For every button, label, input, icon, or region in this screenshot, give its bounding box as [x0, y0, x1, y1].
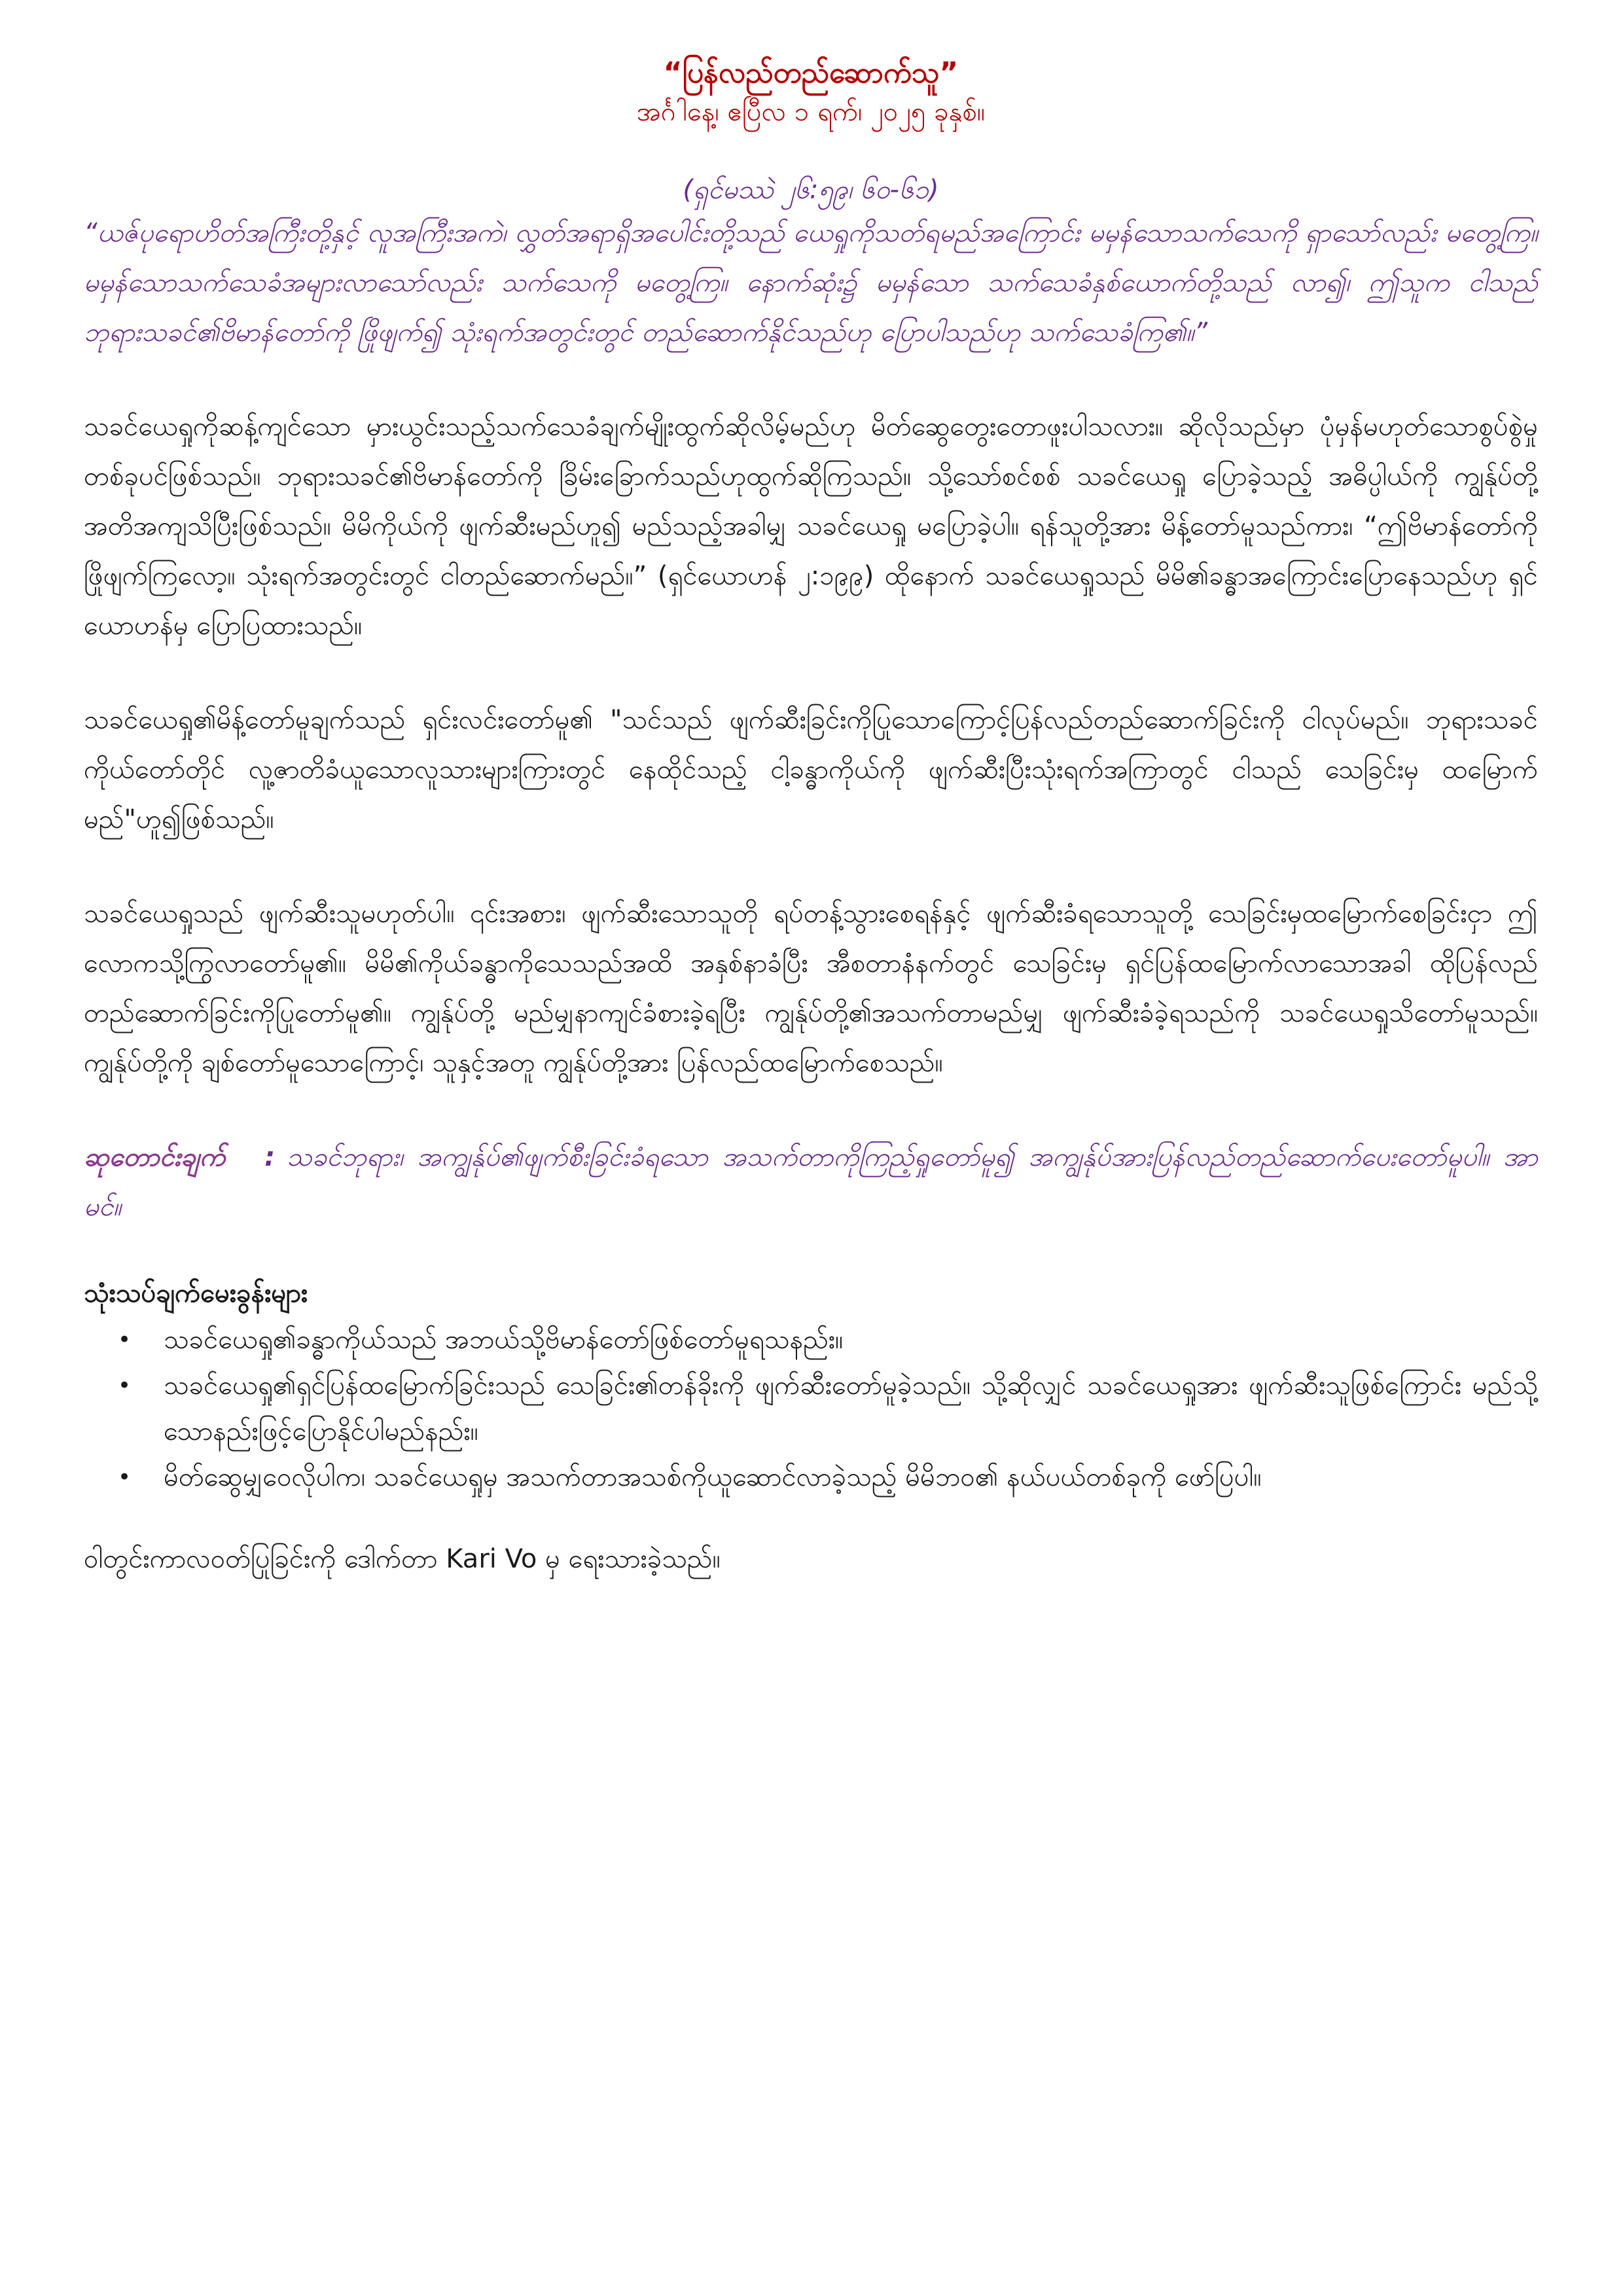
- prayer-colon: :: [264, 1142, 276, 1172]
- list-item: [84, 1317, 1538, 1363]
- questions-heading: သုံးသပ်ချက်မေးခွန်းများ: [84, 1278, 308, 1308]
- bullet-icon: •: [118, 1372, 132, 1399]
- list-item: [84, 1454, 1538, 1500]
- scripture-reference: (ရှင်မဿဲ ၂၆:၅၉၊ ၆၀-၆၁): [683, 175, 939, 205]
- scripture-text: “ယဇ်ပုရောဟိတ်အကြီးတို့နှင့် လူအကြီးအကဲ၊ လွှတ်အရာရှိအပေါင်းတို့သည် ယေရှုကိုသတ်ရမည်အကြောင်း မမှန်သောသက်သေကို ရှာသော်လည်း မတွေ့ကြ။ မမှန်သောသက်သေခံအများလာသော်လည်း သက်သေကို မတွေ့ကြ။ နောက်ဆုံး၌ မမှန်သော သက်သေခံနှစ်ယောက်တို့သည် လာ၍၊ ဤသူက ငါသည် ဘုရားသခင်၏ဗိမာန်တော်ကို ဖြိုဖျက်၍ သုံးရက်အတွင်းတွင် တည်ဆောက်နိုင်သည်ဟု ပြောပါသည်ဟု သက်သေခံကြ၏။”: [84, 218, 1538, 348]
- page-title: “ပြန်လည်တည်ဆောက်သူ”: [663, 56, 959, 90]
- body-paragraph-3: သခင်ယေရှုသည် ဖျက်ဆီးသူမဟုတ်ပါ။ ၎င်းအစား၊ ဖျက်ဆီးသောသူတို ရပ်တန့်သွားစေရန်နှင့် ဖျက်ဆီးခံရသောသူတို့ သေခြင်းမှထမြောက်စေခြင်းငှာ ဤလောကသို့ကြွလာတော်မူ၏။ မိမိ၏ကိုယ်ခန္ဓာကိုသေသည်အထိ အနှစ်နာခံပြီး အီစတာနံနက်တွင် သေခြင်းမှ ရှင်ပြန်ထမြောက်လာသောအခါ ထိုပြန်လည်တည်ဆောက်ခြင်းကိုပြုတော်မူ၏။ ကျွန်ုပ်တို့ မည်မျှနာကျင်ခံစားခဲ့ရပြီး ကျွန်ုပ်တို့၏အသက်တာမည်မျှ ဖျက်ဆီးခံခဲ့ရသည်ကို သခင်ယေရှုသိတော်မူသည်။ ကျွန်ုပ်တို့ကို ချစ်တော်မူသောကြောင့်၊ သူနှင့်အတူ ကျွန်ုပ်တို့အား ပြန်လည်ထမြောက်စေသည်။: [84, 899, 1538, 1078]
- question-text: သခင်ယေရှု၏ရှင်ပြန်ထမြောက်ခြင်းသည် သေခြင်း၏တန်ခိုးကို ဖျက်ဆီးတော်မူခဲ့သည်။ သို့ဆိုလျှင် သခင်ယေရှုအား ဖျက်ဆီးသူဖြစ်ကြောင်း မည်သို့သောနည်းဖြင့်ပြောနိုင်ပါမည်နည်း။: [164, 1371, 1538, 1446]
- prayer-label: ဆုတောင်းချက်: [84, 1142, 226, 1172]
- bullet-icon: •: [118, 1464, 132, 1490]
- bullet-icon: •: [118, 1327, 132, 1353]
- prayer-block: [84, 1132, 1538, 1232]
- questions-list: [84, 1317, 1538, 1500]
- body-paragraph-1: သခင်ယေရှုကိုဆန့်ကျင်သော မှားယွင်းသည့်သက်သေခံချက်မျိုးထွက်ဆိုလိမ့်မည်ဟု မိတ်ဆွေတွေးတောဖူးပါသလား။ ဆိုလိုသည်မှာ ပုံမှန်မဟုတ်သောစွပ်စွဲမှုတစ်ခုပင်ဖြစ်သည်။ ဘုရားသခင်၏ဗိမာန်တော်ကို ခြိမ်းခြောက်သည်ဟုထွက်ဆိုကြသည်။ သို့သော်စင်စစ် သခင်ယေရှု ပြောခဲ့သည့် အဓိပ္ပါယ်ကို ကျွန်ုပ်တို့အတိအကျသိပြီးဖြစ်သည်။ မိမိကိုယ်ကို ဖျက်ဆီးမည်ဟူ၍ မည်သည့်အခါမျှ သခင်ယေရှု မပြောခဲ့ပါ။ ရန်သူတို့အား မိန့်တော်မူသည်ကား၊ “ဤဗိမာန်တော်ကို ဖြိုဖျက်ကြလော့။ သုံးရက်အတွင်းတွင် ငါတည်ဆောက်မည်။” (ရှင်ယောဟန် ၂:၁၉၉) ထိုနောက် သခင်ယေရှုသည် မိမိ၏ခန္ဓာအကြောင်းပြောနေသည်ဟု ရှင်ယောဟန်မှ ပြောပြထားသည်။: [84, 412, 1538, 641]
- page-date: အင်္ဂါနေ့၊ ဧပြီလ ၁ ရက်၊ ၂၀၂၅ ခုနှစ်။: [637, 97, 985, 127]
- question-text: မိတ်ဆွေမျှဝေလိုပါက၊ သခင်ယေရှုမှ အသက်တာအသစ်ကိုယူဆောင်လာခဲ့သည့် မိမိဘဝ၏ နယ်ပယ်တစ်ခုကို ဖော်ပြပါ။: [164, 1462, 1262, 1492]
- author-credit: ဝါတွင်းကာလဝတ်ပြုခြင်းကို ဒေါက်တာ Kari Vo မှ ရေးသားခဲ့သည်။: [84, 1544, 721, 1574]
- question-text: သခင်ယေရှု၏ခန္ဓာကိုယ်သည် အဘယ်သို့ဗိမာန်တော်ဖြစ်တော်မူရသနည်း။: [164, 1325, 844, 1355]
- body-paragraph-2: သခင်ယေရှု၏မိန့်တော်မူချက်သည် ရှင်းလင်းတော်မူ၏ "သင်သည် ဖျက်ဆီးခြင်းကိုပြုသောကြောင့်ပြန်လည်တည်ဆောက်ခြင်းကို ငါလုပ်မည်။ ဘုရားသခင်ကိုယ်တော်တိုင် လူ့ဇာတိခံယူသောလူသားများကြားတွင် နေထိုင်သည့် ငါ့ခန္ဓာကိုယ်ကို ဖျက်ဆီးပြီးသုံးရက်အကြာတွင် ငါသည် သေခြင်းမှ ထမြောက်မည်"ဟူ၍ဖြစ်သည်။: [84, 705, 1538, 834]
- prayer-text: သခင်ဘုရား၊ အကျွန်ုပ်၏ဖျက်စီးခြင်းခံရသော အသက်တာကိုကြည့်ရှုတော်မူ၍ အကျွန်ုပ်အားပြန်လည်တည်ဆောက်ပေးတော်မူပါ။ အာမင်။: [84, 1142, 1538, 1222]
- list-item: [84, 1363, 1538, 1454]
